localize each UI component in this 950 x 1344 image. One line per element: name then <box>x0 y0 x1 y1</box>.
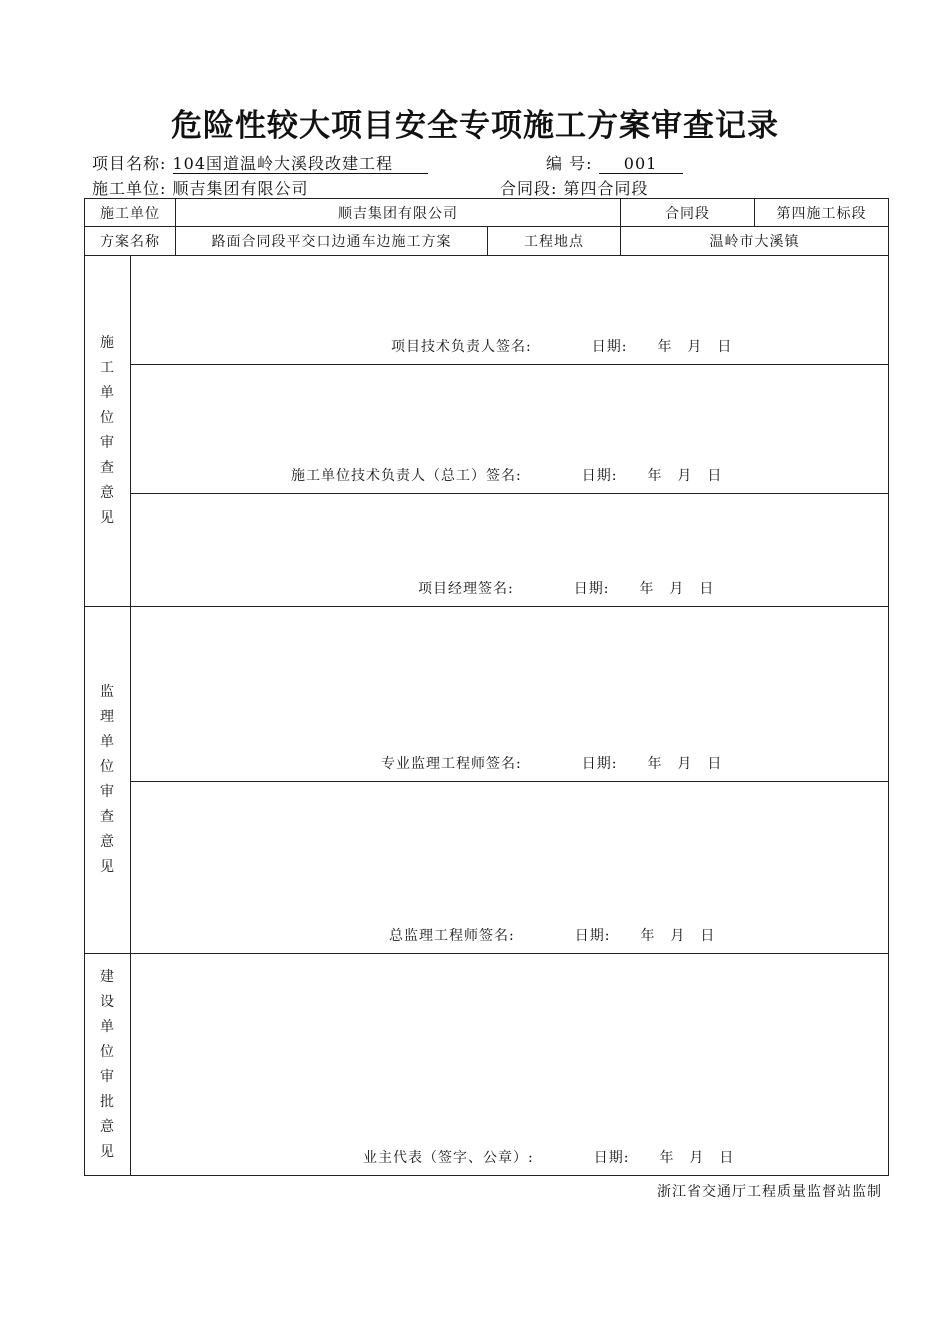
owner-opinion[interactable] <box>131 954 889 1176</box>
date-ymd: 年 月 日 <box>639 581 715 597</box>
date-ymd: 年 月 日 <box>657 339 733 355</box>
cell-plan-label: 方案名称 <box>85 227 176 256</box>
number-label: 编 号: <box>546 154 593 173</box>
signature-label: 项目技术负责人签名: <box>391 339 532 355</box>
signature-label: 总监理工程师签名: <box>389 928 515 944</box>
date-label: 日期: <box>593 1150 630 1166</box>
signature-label: 项目经理签名: <box>418 581 514 597</box>
contractor-value: 顺吉集团有限公司 <box>173 180 473 199</box>
signature-line <box>363 1147 734 1167</box>
project-name-value: 104国道温岭大溪段改建工程 <box>173 155 428 174</box>
construction-opinion-2[interactable] <box>131 365 889 494</box>
cell-location-value: 温岭市大溪镇 <box>621 227 889 256</box>
cell-contractor-label: 施工单位 <box>85 199 176 227</box>
section-value: 第四合同段 <box>564 180 672 199</box>
construction-opinion-3[interactable] <box>131 494 889 607</box>
date-label: 日期: <box>573 581 610 597</box>
signature-label: 施工单位技术负责人（总工）签名: <box>291 468 522 484</box>
date-label: 日期: <box>581 756 618 772</box>
signature-line <box>291 465 722 485</box>
number-row <box>546 151 683 174</box>
signature-label: 业主代表（签字、公章）: <box>363 1150 534 1166</box>
supervision-review-label: 监 理 单 位 审 查 意 见 <box>85 607 131 954</box>
section-row <box>500 176 672 199</box>
supervision-opinion-1[interactable] <box>131 607 889 782</box>
project-name-row <box>92 151 428 174</box>
date-label: 日期: <box>574 928 611 944</box>
signature-line <box>391 336 732 356</box>
page-title: 危险性较大项目安全专项施工方案审查记录 <box>171 108 779 144</box>
cell-section-value: 第四施工标段 <box>755 199 889 227</box>
signature-label: 专业监理工程师签名: <box>381 756 522 772</box>
cell-plan-value: 路面合同段平交口边通车边施工方案 <box>176 227 488 256</box>
signature-line <box>381 753 722 773</box>
date-ymd: 年 月 日 <box>640 928 716 944</box>
signature-line <box>389 925 715 945</box>
cell-location-label: 工程地点 <box>488 227 621 256</box>
date-ymd: 年 月 日 <box>659 1150 735 1166</box>
number-value: 001 <box>599 155 683 174</box>
contractor-label: 施工单位: <box>92 179 167 198</box>
section-label: 合同段: <box>500 179 558 198</box>
construction-review-label: 施 工 单 位 审 查 意 见 <box>85 256 131 607</box>
table-row-plan <box>85 227 889 256</box>
cell-contractor-value: 顺吉集团有限公司 <box>176 199 621 227</box>
date-label: 日期: <box>581 468 618 484</box>
signature-line <box>418 578 714 598</box>
review-form-table <box>84 198 889 1176</box>
date-ymd: 年 月 日 <box>647 468 723 484</box>
project-name-label: 项目名称: <box>92 154 167 173</box>
date-label: 日期: <box>591 339 628 355</box>
cell-section-label: 合同段 <box>621 199 755 227</box>
table-row-contractor <box>85 199 889 227</box>
construction-opinion-1[interactable] <box>131 256 889 365</box>
owner-approval-label: 建 设 单 位 审 批 意 见 <box>85 954 131 1176</box>
supervision-opinion-2[interactable] <box>131 782 889 954</box>
date-ymd: 年 月 日 <box>647 756 723 772</box>
contractor-row <box>92 176 473 199</box>
footer-issuer: 浙江省交通厅工程质量监督站监制 <box>657 1184 882 1200</box>
